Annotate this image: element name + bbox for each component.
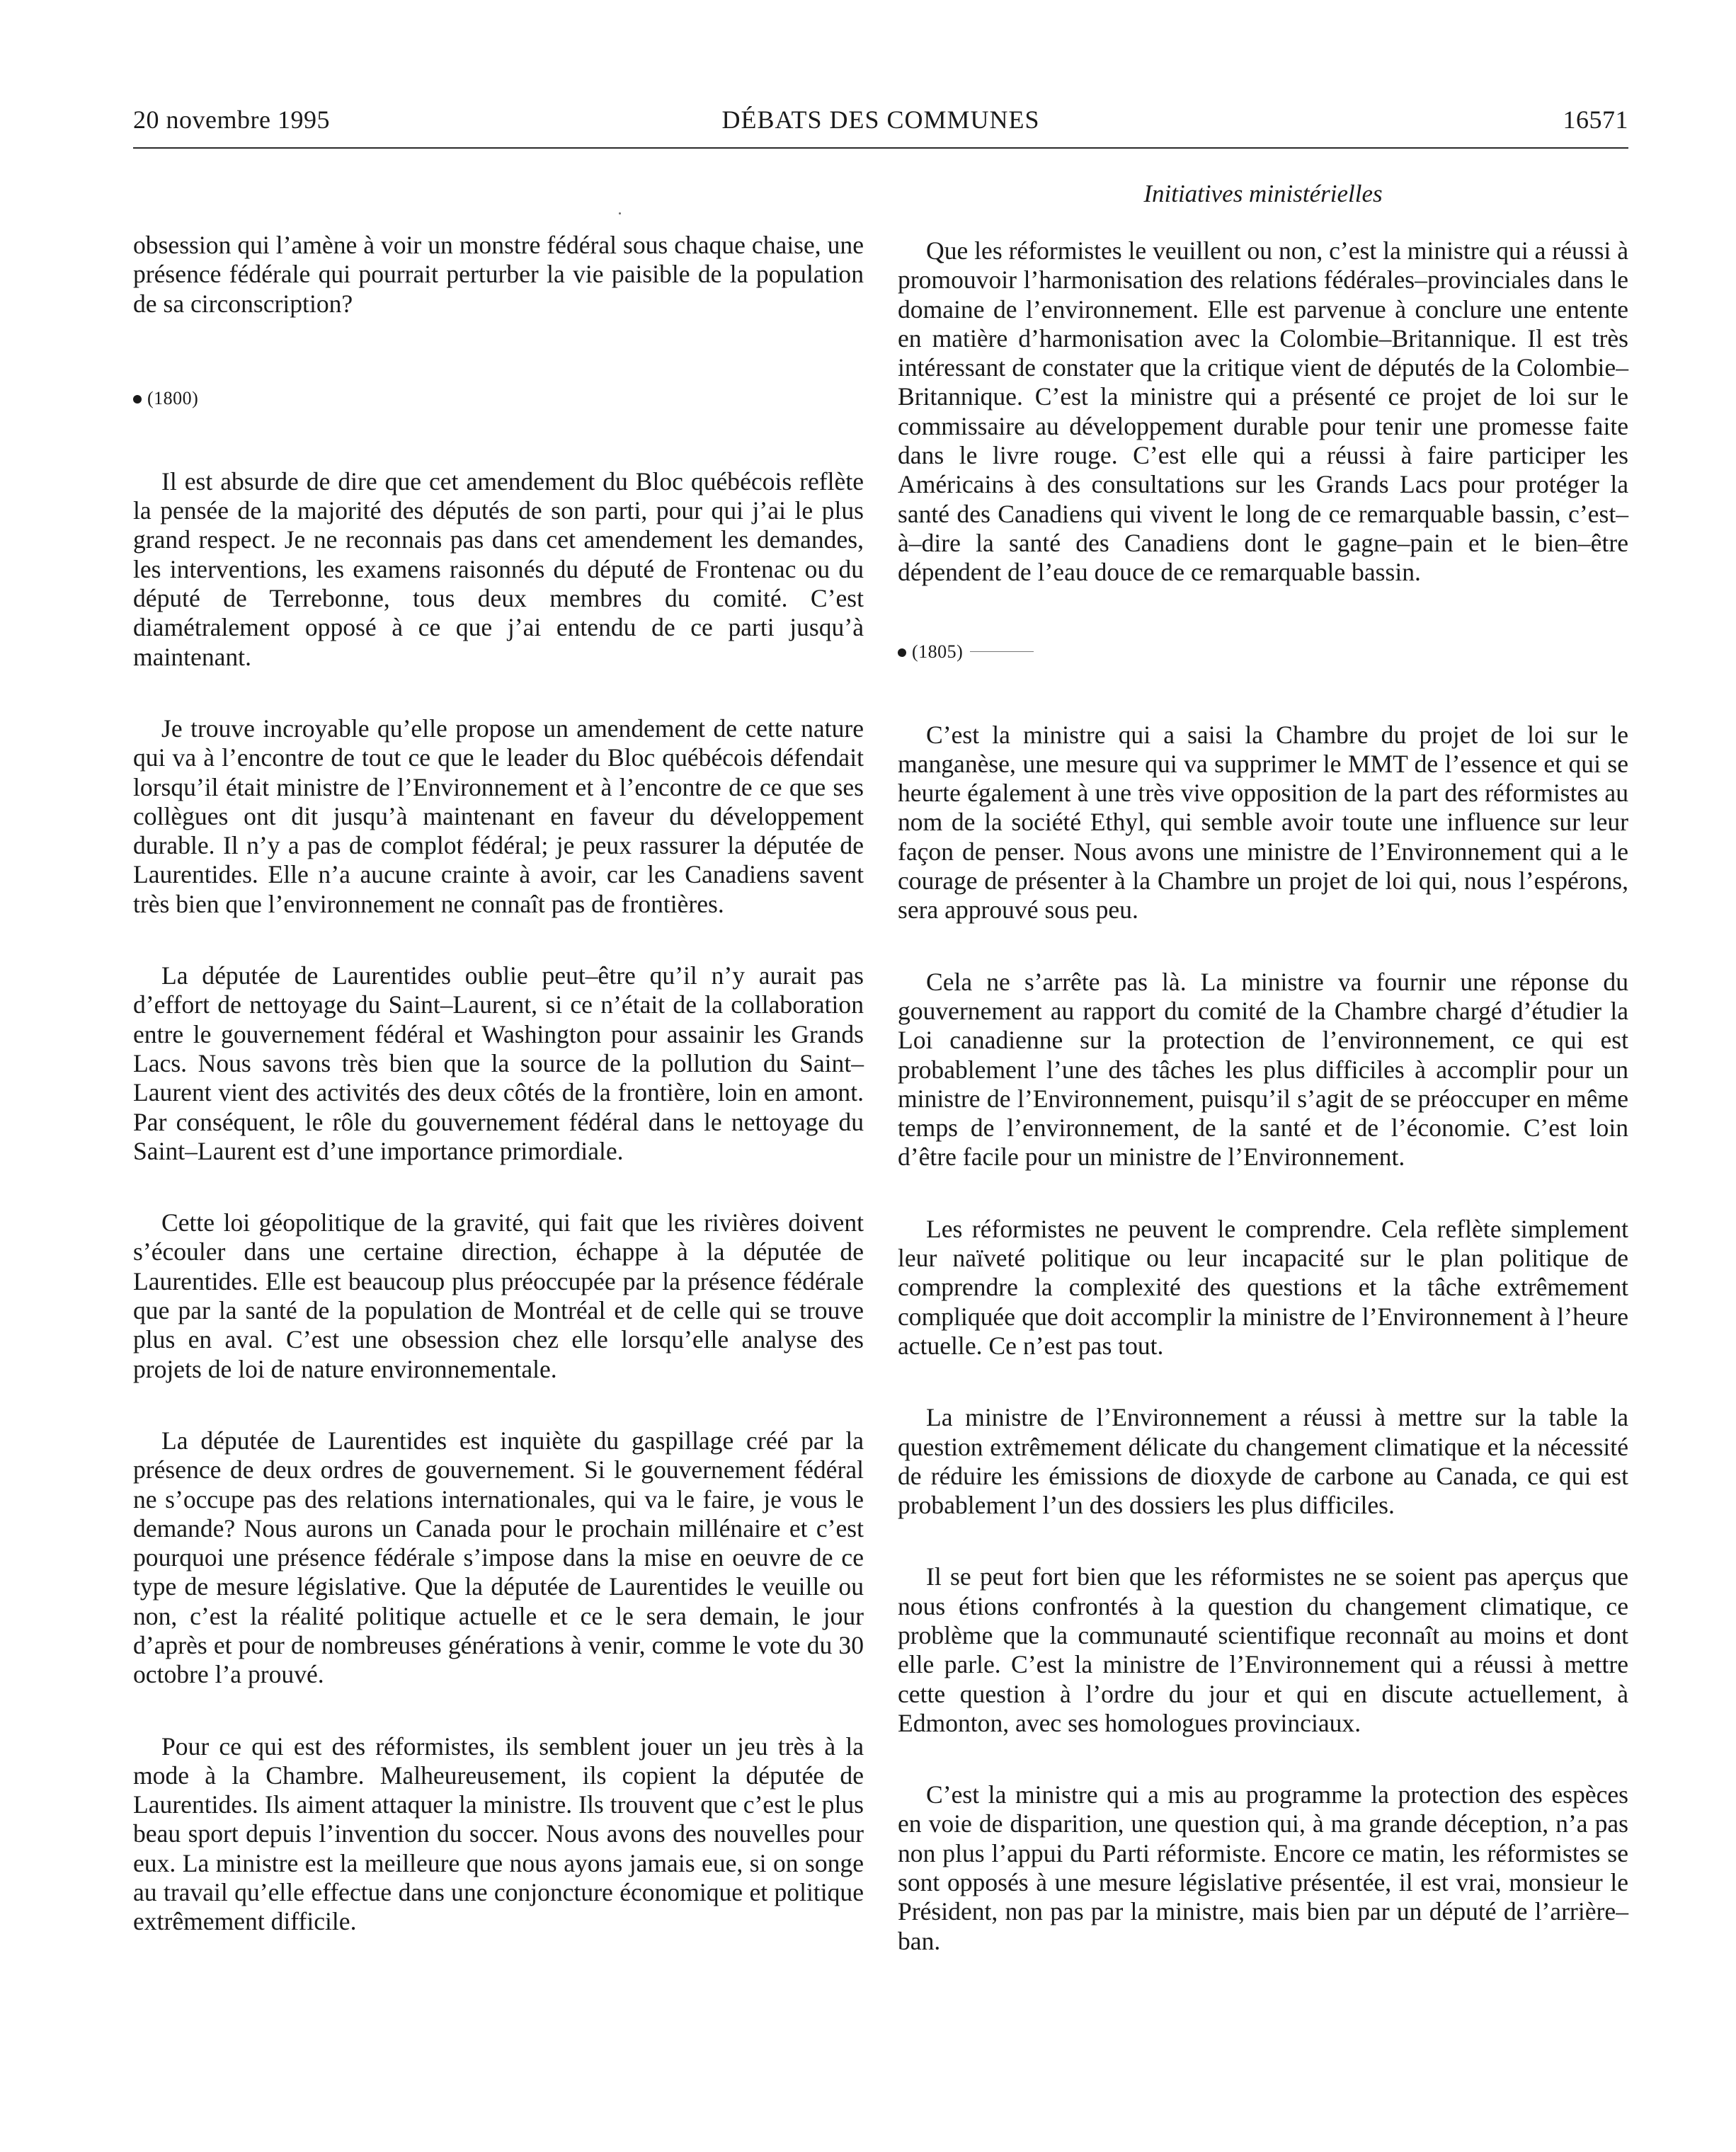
paragraph: Que les réformistes le veuillent ou non, c’est la ministre qui a réussi à promouvoir l’harmonisation des relations fédérales–provinciales dans le domaine de l’environnement. Elle est parvenue à conclure une entente en matière d’harmonisation avec la Colombie–Britannique. Il est très intéressant de constater que la critique vient de députés de la Colombie–Britannique. C’est la ministre qui a présenté ce projet de loi sur le commissaire au développement durable pour tenir une promesse faite dans le livre rouge. C’est elle qui a réussi à faire participer les Américains à des consultations sur les Grands Lacs pour protéger la santé des Canadiens qui vivent le long de ce remarquable bassin, c’est–à–dire la santé des Canadiens dont le gagne–pain et le bien–être dépendent de l’eau douce de ce remarquable bassin. bbox=[898, 236, 1628, 587]
paragraph: Cela ne s’arrête pas là. La ministre va fournir une réponse du gouvernement au rapport du comité de la Chambre chargé d’étudier la Loi canadienne sur la protection de l’environnement, ce qui est probablement l’une des tâches les plus difficiles à accomplir pour un ministre de l’Environnement, puisqu’il s’agit de se préoccuper en même temps de l’environnement, de la santé et de l’économie. C’est loin d’être facile pour un ministre de l’Environnement. bbox=[898, 967, 1628, 1172]
paragraph: La députée de Laurentides est inquiète du gaspillage créé par la présence de deux ordres de gouvernement. Si le gouvernement fédéral ne s’occupe pas des relations internationales, qui va le faire, je vous le demande? Nous aurons un Canada pour le prochain millénaire et c’est pourquoi une présence fédérale s’impose dans la mise en oeuvre de ce type de mesure législative. Que la députée de Laurentides le veuille ou non, c’est la réalité politique actuelle et ce le sera demain, le jour d’après et pour de nombreuses générations à venir, comme le vote du 30 octobre l’a prouvé. bbox=[133, 1426, 864, 1689]
header-title: DÉBATS DES COMMUNES bbox=[721, 105, 1040, 134]
paragraph: obsession qui l’amène à voir un monstre fédéral sous chaque chaise, une présence fédérale qui pourrait perturber la vie paisible de la population de sa circonscription? bbox=[133, 231, 864, 318]
header-rule bbox=[133, 147, 1628, 149]
paragraph: C’est la ministre qui a saisi la Chambre du projet de loi sur le manganèse, une mesure qui va supprimer le MMT de l’essence et qui se heurte également à une très vive opposition de la part des réformistes au nom de la société Ethyl, qui semble avoir toute une influence sur leur façon de penser. Nous avons une ministre de l’Environnement qui a le courage de présenter à la Chambre un projet de loi qui, nous l’espérons, sera approuvé sous peu. bbox=[898, 720, 1628, 925]
paragraph: La ministre de l’Environnement a réussi à mettre sur la table la question extrêmement délicate du changement climatique et la nécessité de réduire les émissions de dioxyde de carbone au Canada, ce qui est probablement l’un des dossiers les plus difficiles. bbox=[898, 1403, 1628, 1520]
left-column bbox=[133, 231, 864, 1979]
page-number: 16571 bbox=[1563, 105, 1628, 134]
bullet-icon bbox=[133, 395, 142, 404]
timestamp-marker bbox=[133, 388, 864, 409]
timestamp: (1805) bbox=[912, 641, 964, 662]
header-date: 20 novembre 1995 bbox=[133, 105, 330, 134]
running-header bbox=[133, 105, 1628, 146]
section-label: Initiatives ministérielles bbox=[1143, 180, 1383, 207]
paragraph: Cette loi géopolitique de la gravité, qui fait que les rivières doivent s’écouler dans une certaine direction, échappe à la députée de Laurentides. Elle est beaucoup plus préoccupée par la présence fédérale que par la santé de la population de Montréal et de celle qui se trouve plus en aval. C’est une obsession chez elle lorsqu’elle analyse des projets de loi de nature environnementale. bbox=[133, 1208, 864, 1383]
timestamp: (1800) bbox=[147, 387, 199, 408]
bullet-icon bbox=[898, 648, 906, 657]
right-column bbox=[898, 236, 1628, 1998]
paragraph: Je trouve incroyable qu’elle propose un amendement de cette nature qui va à l’encontre de tout ce que le leader du Bloc québécois défendait lorsqu’il était ministre de l’Environnement et à l’encontre de ce que ses collègues ont dit jusqu’à maintenant en faveur du développement durable. Il n’y a pas de complot fédéral; je peux rassurer la députée de Laurentides. Elle n’a aucune crainte à avoir, car les Canadiens savent très bien que l’environnement ne connaît pas de frontières. bbox=[133, 714, 864, 918]
paragraph: La députée de Laurentides oublie peut–être qu’il n’y aurait pas d’effort de nettoyage du Saint–Laurent, si ce n’était de la collaboration entre le gouvernement fédéral et Washington pour assainir les Grands Lacs. Nous savons très bien que la source de la pollution du Saint–Laurent vient des activités des deux côtés de la frontière, loin en amont. Par conséquent, le rôle du gouvernement fédéral dans le nettoyage du Saint–Laurent est d’une importance primordiale. bbox=[133, 961, 864, 1165]
scan-speck bbox=[619, 212, 621, 214]
paragraph: C’est la ministre qui a mis au programme la protection des espèces en voie de disparition, une question qui, à ma grande déception, n’a pas non plus l’appui du Parti réformiste. Encore ce matin, les réformistes se sont opposés à une mesure législative présentée, il est vrai, monsieur le Président, non pas par la ministre, mais bien par un député de l’arrière–ban. bbox=[898, 1780, 1628, 1955]
timestamp-marker bbox=[898, 641, 1628, 663]
paragraph: Pour ce qui est des réformistes, ils semblent jouer un jeu très à la mode à la Chambre. Malheureusement, ils copient la députée de Laurentides. Ils aiment attaquer la ministre. Ils trouvent que c’est le plus beau sport depuis l’invention du soccer. Nous avons des nouvelles pour eux. La ministre est la meilleure que nous ayons jamais eue, si on songe au travail qu’elle effectue dans une conjoncture économique et politique extrêmement difficile. bbox=[133, 1732, 864, 1936]
paragraph: Les réformistes ne peuvent le comprendre. Cela reflète simplement leur naïveté politique ou leur incapacité sur le plan politique de comprendre la complexité des questions et la tâche extrêmement compliquée que doit accomplir la ministre de l’Environnement à l’heure actuelle. Ce n’est pas tout. bbox=[898, 1214, 1628, 1360]
paragraph: Il se peut fort bien que les réformistes ne se soient pas aperçus que nous étions confrontés à la question du changement climatique, ce problème que la communauté scientifique reconnaît au moins et dont elle parle. C’est la ministre de l’Environnement qui a réussi à mettre cette question à l’ordre du jour et qui en discute actuellement, à Edmonton, avec ses homologues provinciaux. bbox=[898, 1562, 1628, 1737]
paragraph: Il est absurde de dire que cet amendement du Bloc québécois reflète la pensée de la majorité des députés de son parti, pour qui j’ai le plus grand respect. Je ne reconnais pas dans cet amendement les demandes, les interventions, les examens raisonnés du député de Frontenac ou du député de Terrebonne, tous deux membres du comité. C’est diamétralement opposé à ce que j’ai entendu de ce parti jusqu’à maintenant. bbox=[133, 467, 864, 671]
